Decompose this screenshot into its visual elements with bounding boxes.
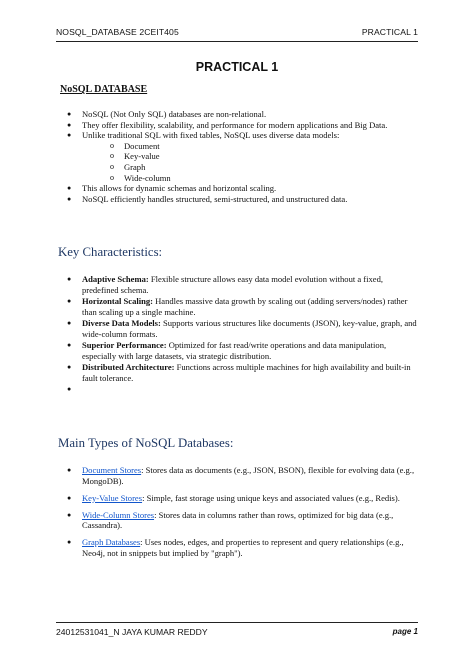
list-item: ● Diverse Data Models: Supports various structures like documents (JSON), key-value, graph, and wide-column formats. (67, 317, 417, 339)
list-item: o Graph (110, 161, 146, 172)
bullet-icon: ● (67, 194, 72, 203)
list-item (56, 384, 418, 395)
bullet-icon: ● (67, 340, 72, 349)
list-item: ● Document Stores: Stores data as documents (e.g., JSON, BSON), flexible for evolving data (e.g., MongoDB). (67, 465, 415, 486)
key-value-stores-link[interactable]: Key-Value Stores (82, 492, 143, 503)
bullet-icon: ● (67, 538, 72, 547)
bullet-icon: ● (67, 362, 72, 371)
list-item: ● Horizontal Scaling: Handles massive data growth by scaling out (adding servers/nodes) rather than scaling up a single machine. (67, 295, 408, 317)
data-model-list (82, 141, 418, 183)
header-course: NOSQL_DATABASE 2CEIT405 (56, 27, 179, 37)
list-item: ● NoSQL efficiently handles structured, semi-structured, and unstructured data. (67, 193, 348, 204)
list-item: ● Graph Databases: Uses nodes, edges, and properties to represent and query relationships (e.g., Neo4j, not in snippets but implied by "graph"). (67, 537, 404, 558)
bullet-icon: ● (67, 275, 72, 283)
bullet-icon: ● (67, 466, 72, 474)
footer-author: 24012531041_N JAYA KUMAR REDDY (56, 627, 208, 637)
list-item: ● Superior Performance: Optimized for fast read/write operations and data manipulation, especially with large datasets, via strategic distribution. (67, 339, 387, 361)
list-item: ● Adaptive Schema: Flexible structure allows easy data model evolution without a fixed, predefined schema. (67, 274, 383, 295)
page-title: PRACTICAL 1 (195, 60, 279, 74)
bullet-icon: ● (67, 296, 72, 305)
bullet-icon: ● (67, 184, 72, 193)
bullet-icon: ● (67, 110, 72, 118)
header-practical: PRACTICAL 1 (361, 27, 418, 37)
page-number: page 1 (392, 627, 418, 636)
circle-bullet-icon: o (110, 161, 114, 171)
list-item: o Wide-column (110, 172, 171, 183)
list-item: ● Wide-Column Stores: Stores data in columns rather than rows, optimized for big data (e.g., Cassandra). (67, 509, 394, 531)
header-divider (56, 41, 418, 42)
page-header (56, 27, 418, 37)
key-characteristics-heading: Key Characteristics: (58, 245, 163, 259)
circle-bullet-icon: o (110, 172, 114, 182)
circle-bullet-icon: o (110, 151, 114, 161)
bullet-icon: ● (67, 120, 72, 129)
key-characteristics-list (56, 274, 418, 395)
circle-bullet-icon: o (110, 140, 114, 150)
bullet-icon: ● (67, 510, 72, 519)
bullet-icon: ● (67, 493, 72, 502)
footer-divider (56, 622, 418, 623)
list-item: o Key-value (110, 151, 160, 162)
page-footer (56, 627, 418, 637)
list-item: ● Key-Value Stores: Simple, fast storage using unique keys and associated values (e.g., Redis). (67, 492, 400, 503)
main-types-list (56, 465, 418, 565)
list-item: ● Distributed Architecture: Functions across multiple machines for high availability and built-in fault tolerance. (67, 361, 411, 383)
intro-list (56, 109, 418, 204)
bullet-icon: ● (67, 131, 72, 140)
bullet-icon: ● (67, 384, 72, 393)
bullet-icon: ● (67, 318, 72, 327)
document-stores-link[interactable]: Document Stores (82, 465, 142, 475)
main-types-heading: Main Types of NoSQL Databases: (58, 436, 234, 450)
list-item: ● Unlike traditional SQL with fixed tables, NoSQL uses diverse data models: o Document o Key-value o Graph o Wide-column (56, 130, 418, 183)
list-item: ● They offer flexibility, scalability, and performance for modern applications and Big Data. (67, 119, 388, 130)
list-item: ● This allows for dynamic schemas and horizontal scaling. (67, 183, 277, 194)
list-item: ● NoSQL (Not Only SQL) databases are non-relational. (67, 109, 267, 119)
wide-column-stores-link[interactable]: Wide-Column Stores (82, 509, 155, 520)
intro-heading: NoSQL DATABASE (60, 84, 148, 95)
graph-databases-link[interactable]: Graph Databases (82, 537, 141, 548)
list-item: o Document (110, 140, 160, 151)
